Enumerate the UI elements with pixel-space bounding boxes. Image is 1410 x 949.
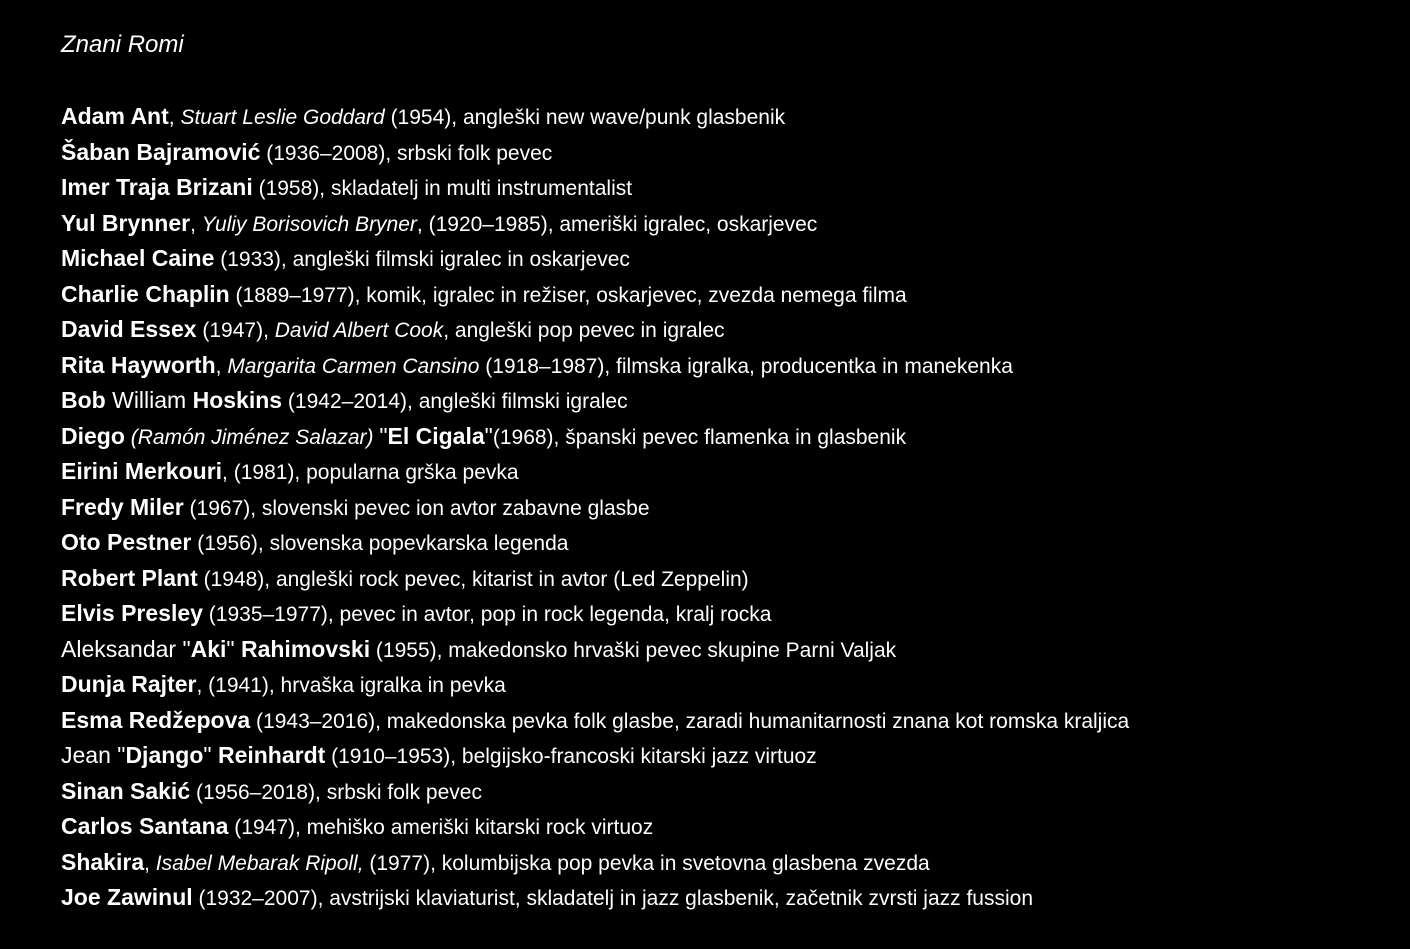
- entry-text: (1942–2014), angleški filmski igralec: [282, 390, 628, 413]
- person-entry: [61, 561, 1391, 597]
- person-name: Rahimovski: [240, 635, 371, 662]
- entry-text: (1948), angleški rock pevec, kitarist in avtor (Led Zeppelin): [197, 567, 749, 591]
- entry-text: Aleksandar ": [61, 635, 191, 662]
- person-entry: [61, 667, 1391, 703]
- person-name: David Essex: [61, 316, 197, 342]
- birth-name: Stuart Leslie Goddard: [180, 106, 385, 129]
- birth-name: David Albert Cook: [274, 319, 444, 342]
- person-entry: [61, 525, 1391, 561]
- person-name: Sinan Sakić: [61, 777, 191, 804]
- person-entry: [61, 312, 1391, 348]
- person-entry: [61, 241, 1391, 277]
- entry-text: (1956), slovenska popevkarska legenda: [191, 532, 569, 555]
- entry-text: ,: [215, 354, 228, 378]
- entry-text: , (1920–1985), ameriški igralec, oskarjevec: [416, 212, 818, 236]
- person-entry: [61, 383, 1391, 419]
- person-name: Michael Caine: [61, 245, 215, 271]
- person-name: Oto Pestner: [61, 529, 192, 555]
- person-entry: [61, 703, 1391, 739]
- entry-text: ": [226, 635, 241, 662]
- person-name: Dunja Rajter: [61, 671, 197, 697]
- person-name: Hoskins: [192, 387, 283, 413]
- person-entry: [61, 632, 1391, 668]
- entry-text: ,: [168, 106, 181, 129]
- person-entry: [61, 348, 1391, 384]
- person-entry: [61, 809, 1391, 845]
- slide-content: [61, 28, 1391, 916]
- person-entry: [61, 738, 1391, 774]
- person-name: Rita Hayworth: [61, 351, 216, 378]
- entry-text: (1936–2008), srbski folk pevec: [260, 141, 553, 165]
- slide-title: Znani Romi: [61, 31, 184, 58]
- entry-text: , angleški pop pevec in igralec: [443, 319, 725, 342]
- person-entry: [61, 170, 1391, 206]
- entry-text: (1977), kolumbijska pop pevka in svetovna glasbena zvezda: [363, 851, 930, 875]
- person-entry: [61, 490, 1391, 526]
- entry-text: (1932–2007), avstrijski klaviaturist, skladatelj in jazz glasbenik, začetnik zvrsti jazz fussion: [192, 887, 1033, 910]
- entry-text: (1956–2018), srbski folk pevec: [190, 780, 482, 804]
- person-name: Esma Redžepova: [61, 706, 251, 733]
- birth-name: (Ramón Jiménez Salazar): [130, 425, 374, 449]
- entry-text: (1954), angleški new wave/punk glasbenik: [384, 106, 786, 129]
- person-entry: [61, 135, 1391, 171]
- entry-text: (1935–1977), pevec in avtor, pop in rock legenda, kralj rocka: [202, 603, 772, 626]
- entry-text: (1947), mehiško ameriški kitarski rock virtuoz: [228, 816, 654, 839]
- person-entry: [61, 845, 1391, 881]
- entry-text: (1889–1977), komik, igralec in režiser, oskarjevec, zvezda nemega filma: [229, 283, 907, 307]
- entry-text: (1918–1987), filmska igralka, producentka in manekenka: [479, 354, 1013, 378]
- entry-text: (1910–1953), belgijsko-francoski kitarski jazz virtuoz: [325, 745, 817, 768]
- person-entry: [61, 596, 1391, 632]
- entry-text: ,: [144, 851, 156, 875]
- person-name: Yul Brynner: [61, 209, 191, 236]
- entry-text: (1943–2016), makedonska pevka folk glasbe, zaradi humanitarnosti znana kot romska kraljica: [250, 709, 1130, 733]
- entry-text: (1947),: [196, 319, 275, 342]
- person-entry: [61, 206, 1391, 242]
- person-name: Robert Plant: [61, 564, 198, 591]
- person-name: Reinhardt: [217, 742, 326, 768]
- entry-text: (1958), skladatelj in multi instrumentalist: [252, 177, 633, 200]
- person-name: Aki: [190, 635, 227, 662]
- person-name: Charlie Chaplin: [61, 280, 230, 307]
- entry-text: (1967), slovenski pevec ion avtor zabavne glasbe: [183, 496, 650, 520]
- person-name: Diego: [61, 422, 125, 449]
- entry-text: ": [379, 422, 388, 449]
- person-entry: [61, 774, 1391, 810]
- person-entry: [61, 99, 1391, 135]
- person-name: Django: [125, 742, 204, 768]
- person-name: Elvis Presley: [61, 600, 203, 626]
- person-name: Adam Ant: [61, 103, 169, 129]
- person-name: Imer Traja Brizani: [61, 174, 253, 200]
- birth-name: Margarita Carmen Cansino: [227, 354, 480, 378]
- person-entry: [61, 419, 1391, 455]
- entry-text: (1955), makedonsko hrvaški pevec skupine Parni Valjak: [370, 638, 897, 662]
- entry-text: (1933), angleški filmski igralec in oskarjevec: [214, 248, 630, 271]
- entry-text: ,: [190, 212, 202, 236]
- entry-text: (1968), španski pevec flamenka in glasbenik: [492, 425, 907, 449]
- famous-roma-list: [61, 99, 1391, 916]
- person-name: Shakira: [61, 848, 145, 875]
- person-name: El Cigala: [387, 422, 485, 449]
- entry-text: , (1941), hrvaška igralka in pevka: [196, 674, 506, 697]
- person-name: Joe Zawinul: [61, 884, 193, 910]
- person-entry: [61, 277, 1391, 313]
- birth-name: Isabel Mebarak Ripoll,: [155, 851, 364, 875]
- entry-text: , (1981), popularna grška pevka: [222, 461, 519, 484]
- person-name: Fredy Miler: [61, 493, 184, 520]
- entry-text: ": [484, 422, 493, 449]
- person-name: Šaban Bajramović: [61, 138, 261, 165]
- entry-text: ": [203, 742, 218, 768]
- birth-name: Yuliy Borisovich Bryner: [201, 212, 417, 236]
- person-name: Eirini Merkouri: [61, 458, 223, 484]
- entry-text: William: [105, 387, 193, 413]
- person-name: Bob: [61, 387, 106, 413]
- person-entry: [61, 454, 1391, 490]
- person-entry: [61, 880, 1391, 916]
- person-name: Carlos Santana: [61, 813, 229, 839]
- entry-text: Jean ": [61, 742, 126, 768]
